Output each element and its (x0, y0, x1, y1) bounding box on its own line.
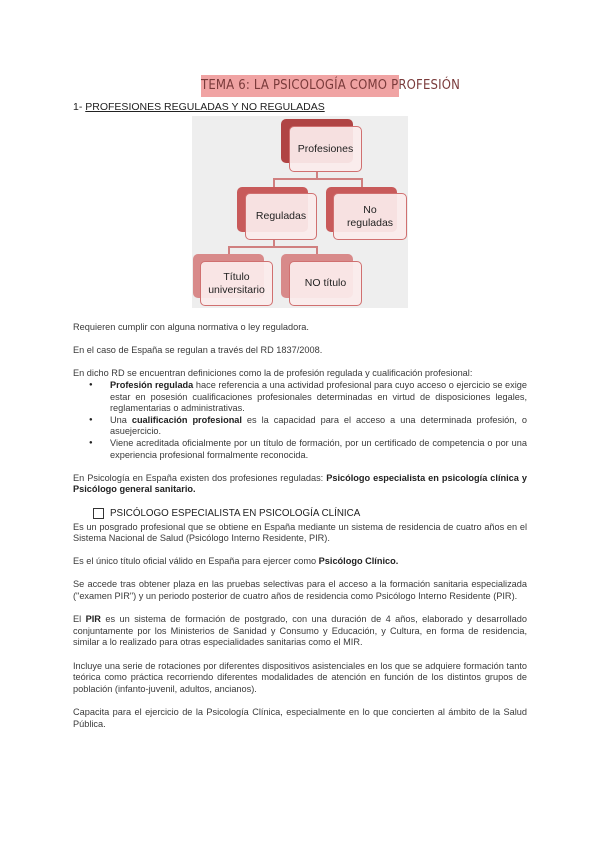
paragraph: El PIR es un sistema de formación de postgrado, con una duración de 4 años, elaborado y desarrollado conjuntamente por los Ministerios de Sanidad y Consumo y Educación, y Cultura, en forma de residencia, similar a lo realizado para otras especialidades sanitarias como el MIR. (73, 614, 527, 648)
bullet-list (73, 380, 527, 461)
document-body (73, 322, 527, 742)
page-title: TEMA 6: LA PSICOLOGÍA COMO PROFESIÓN (201, 75, 399, 97)
connector-line (228, 246, 317, 248)
node-titulo-universitario: Título universitario (200, 261, 273, 306)
node-no-titulo: NO título (289, 261, 362, 306)
section-heading-text: PROFESIONES REGULADAS Y NO REGULADAS (85, 101, 325, 113)
paragraph: En Psicología en España existen dos profesiones reguladas: Psicólogo especialista en psicología clínica y Psicólogo general sanitario. (73, 472, 527, 495)
paragraph: Es un posgrado profesional que se obtiene en España mediante un sistema de residencia de cuatro años en el Sistema Nacional de Salud (Psicólogo Interno Residente, PIR). (73, 521, 527, 544)
paragraph: En dicho RD se encuentran definiciones como la de profesión regulada y cualificación profesional: (73, 368, 473, 379)
connector-line (273, 178, 362, 180)
profession-diagram (192, 116, 408, 308)
subsection-heading (93, 508, 527, 520)
list-item: ● Viene acreditada oficialmente por un título de formación, por un certificado de competencia o por una experiencia profesional formalmente reconocida. (73, 438, 527, 461)
list-item: ● Profesión regulada hace referencia a una actividad profesional para cuyo acceso o ejercicio se exige estar en posesión cualificaciones profesionales determinadas en virtud de disposiciones legales, reglamentarias o administrativas. (73, 380, 527, 415)
node-no-reguladas: No reguladas (333, 193, 407, 240)
paragraph: Se accede tras obtener plaza en las pruebas selectivas para el acceso a la formación sanitaria especializada ("examen PIR") y un periodo posterior de cuatro años de residencia como Psicólogo Interno Residente (PIR). (73, 579, 527, 602)
paragraph: En el caso de España se regulan a través del RD 1837/2008. (73, 345, 323, 356)
paragraph: Incluye una serie de rotaciones por diferentes dispositivos asistenciales en los que se adquiere formación tanto teórica como práctica recorriendo diferentes modalidades de atención en función de los distintos grupos de población (infanto-juvenil, adultos, ancianos). (73, 660, 527, 694)
paragraph: Es el único título oficial válido en España para ejercer como Psicólogo Clínico. (73, 556, 399, 567)
section-heading (73, 101, 325, 114)
paragraph: Capacita para el ejercicio de la Psicología Clínica, especialmente en lo que concierten al ámbito de la Salud Pública. (73, 707, 527, 729)
node-reguladas: Reguladas (245, 193, 317, 240)
section-number: 1- (73, 101, 83, 113)
checkbox-icon (93, 508, 104, 519)
paragraph: Requieren cumplir con alguna normativa o ley reguladora. (73, 322, 309, 332)
node-profesiones: Profesiones (289, 126, 362, 172)
subsection-heading-text: PSICÓLOGO ESPECIALISTA EN PSICOLOGÍA CLÍNICA (110, 507, 361, 519)
list-item: ● Una cualificación profesional es la capacidad para el acceso a una determinada profesión, o asuejercicio. (73, 415, 527, 438)
